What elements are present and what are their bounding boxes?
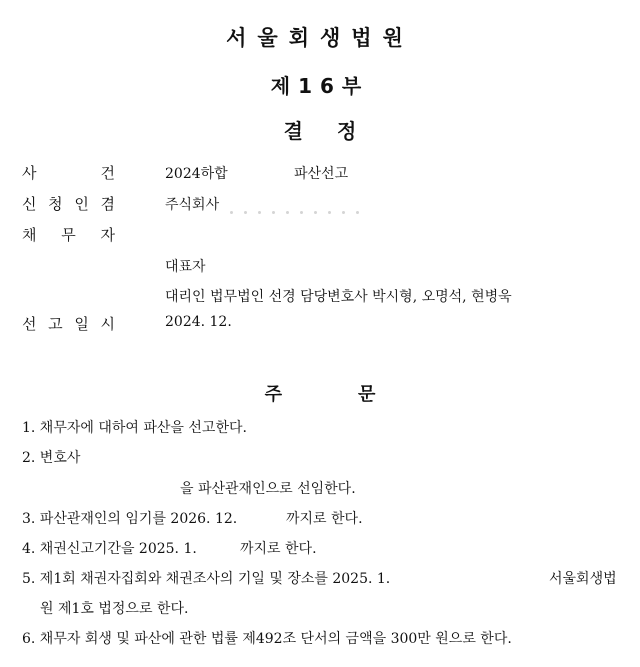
label-char: 신	[22, 195, 37, 213]
label-char: 시	[100, 315, 115, 333]
redacted-name	[230, 199, 400, 213]
order-item-6: 6. 채무자 회생 및 파산에 관한 법률 제492조 단서의 금액을 300만 원으로 한다.	[22, 631, 512, 647]
label-char: 채	[22, 226, 37, 244]
document-title: 결정	[283, 119, 391, 143]
order-item-5: 5. 제1회 채권자집회와 채권조사의 기일 및 장소를 2025. 1.	[22, 571, 391, 587]
order-item-3: 3. 파산관재인의 임기를 2026. 12.	[22, 511, 238, 527]
order-item-2: 2. 변호사	[22, 450, 81, 466]
label-char: 겸	[100, 195, 115, 213]
label-char: 일	[74, 315, 89, 333]
applicant-value: 주식회사	[165, 197, 220, 213]
label-char: 인	[74, 195, 89, 213]
order-title: 주문	[264, 384, 452, 405]
debtor-label	[22, 224, 115, 245]
label-char: 청	[48, 195, 63, 213]
label-char: 사	[22, 164, 37, 182]
date-value: 2024. 12.	[165, 314, 232, 330]
order-item-5-tail: 서울회생법	[549, 571, 617, 587]
case-type: 파산선고	[294, 166, 349, 182]
counsel: 대리인 법무법인 선경 담당변호사 박시형, 오명석, 현병욱	[165, 289, 512, 305]
order-item-4-tail: 까지로 한다.	[240, 541, 317, 557]
label-char: 자	[100, 226, 115, 244]
label-char: 건	[100, 164, 115, 182]
label-char: 무	[61, 226, 76, 244]
order-item-4: 4. 채권신고기간을 2025. 1.	[22, 541, 197, 557]
order-item-3-tail: 까지로 한다.	[286, 511, 363, 527]
division-name: 제16부	[270, 74, 370, 98]
representative: 대표자	[165, 259, 206, 275]
order-item-2-continuation: 을 파산관재인으로 선임한다.	[180, 481, 356, 497]
applicant-label	[22, 193, 115, 214]
case-number: 2024하합	[165, 166, 228, 182]
case-label	[22, 162, 115, 183]
order-item-1: 1. 채무자에 대하여 파산을 선고한다.	[22, 420, 247, 436]
court-name: 서울회생법원	[226, 26, 414, 50]
order-item-5-continuation: 원 제1호 법정으로 한다.	[40, 601, 189, 617]
date-label	[22, 313, 115, 334]
label-char: 선	[22, 315, 37, 333]
label-char: 고	[48, 315, 63, 333]
